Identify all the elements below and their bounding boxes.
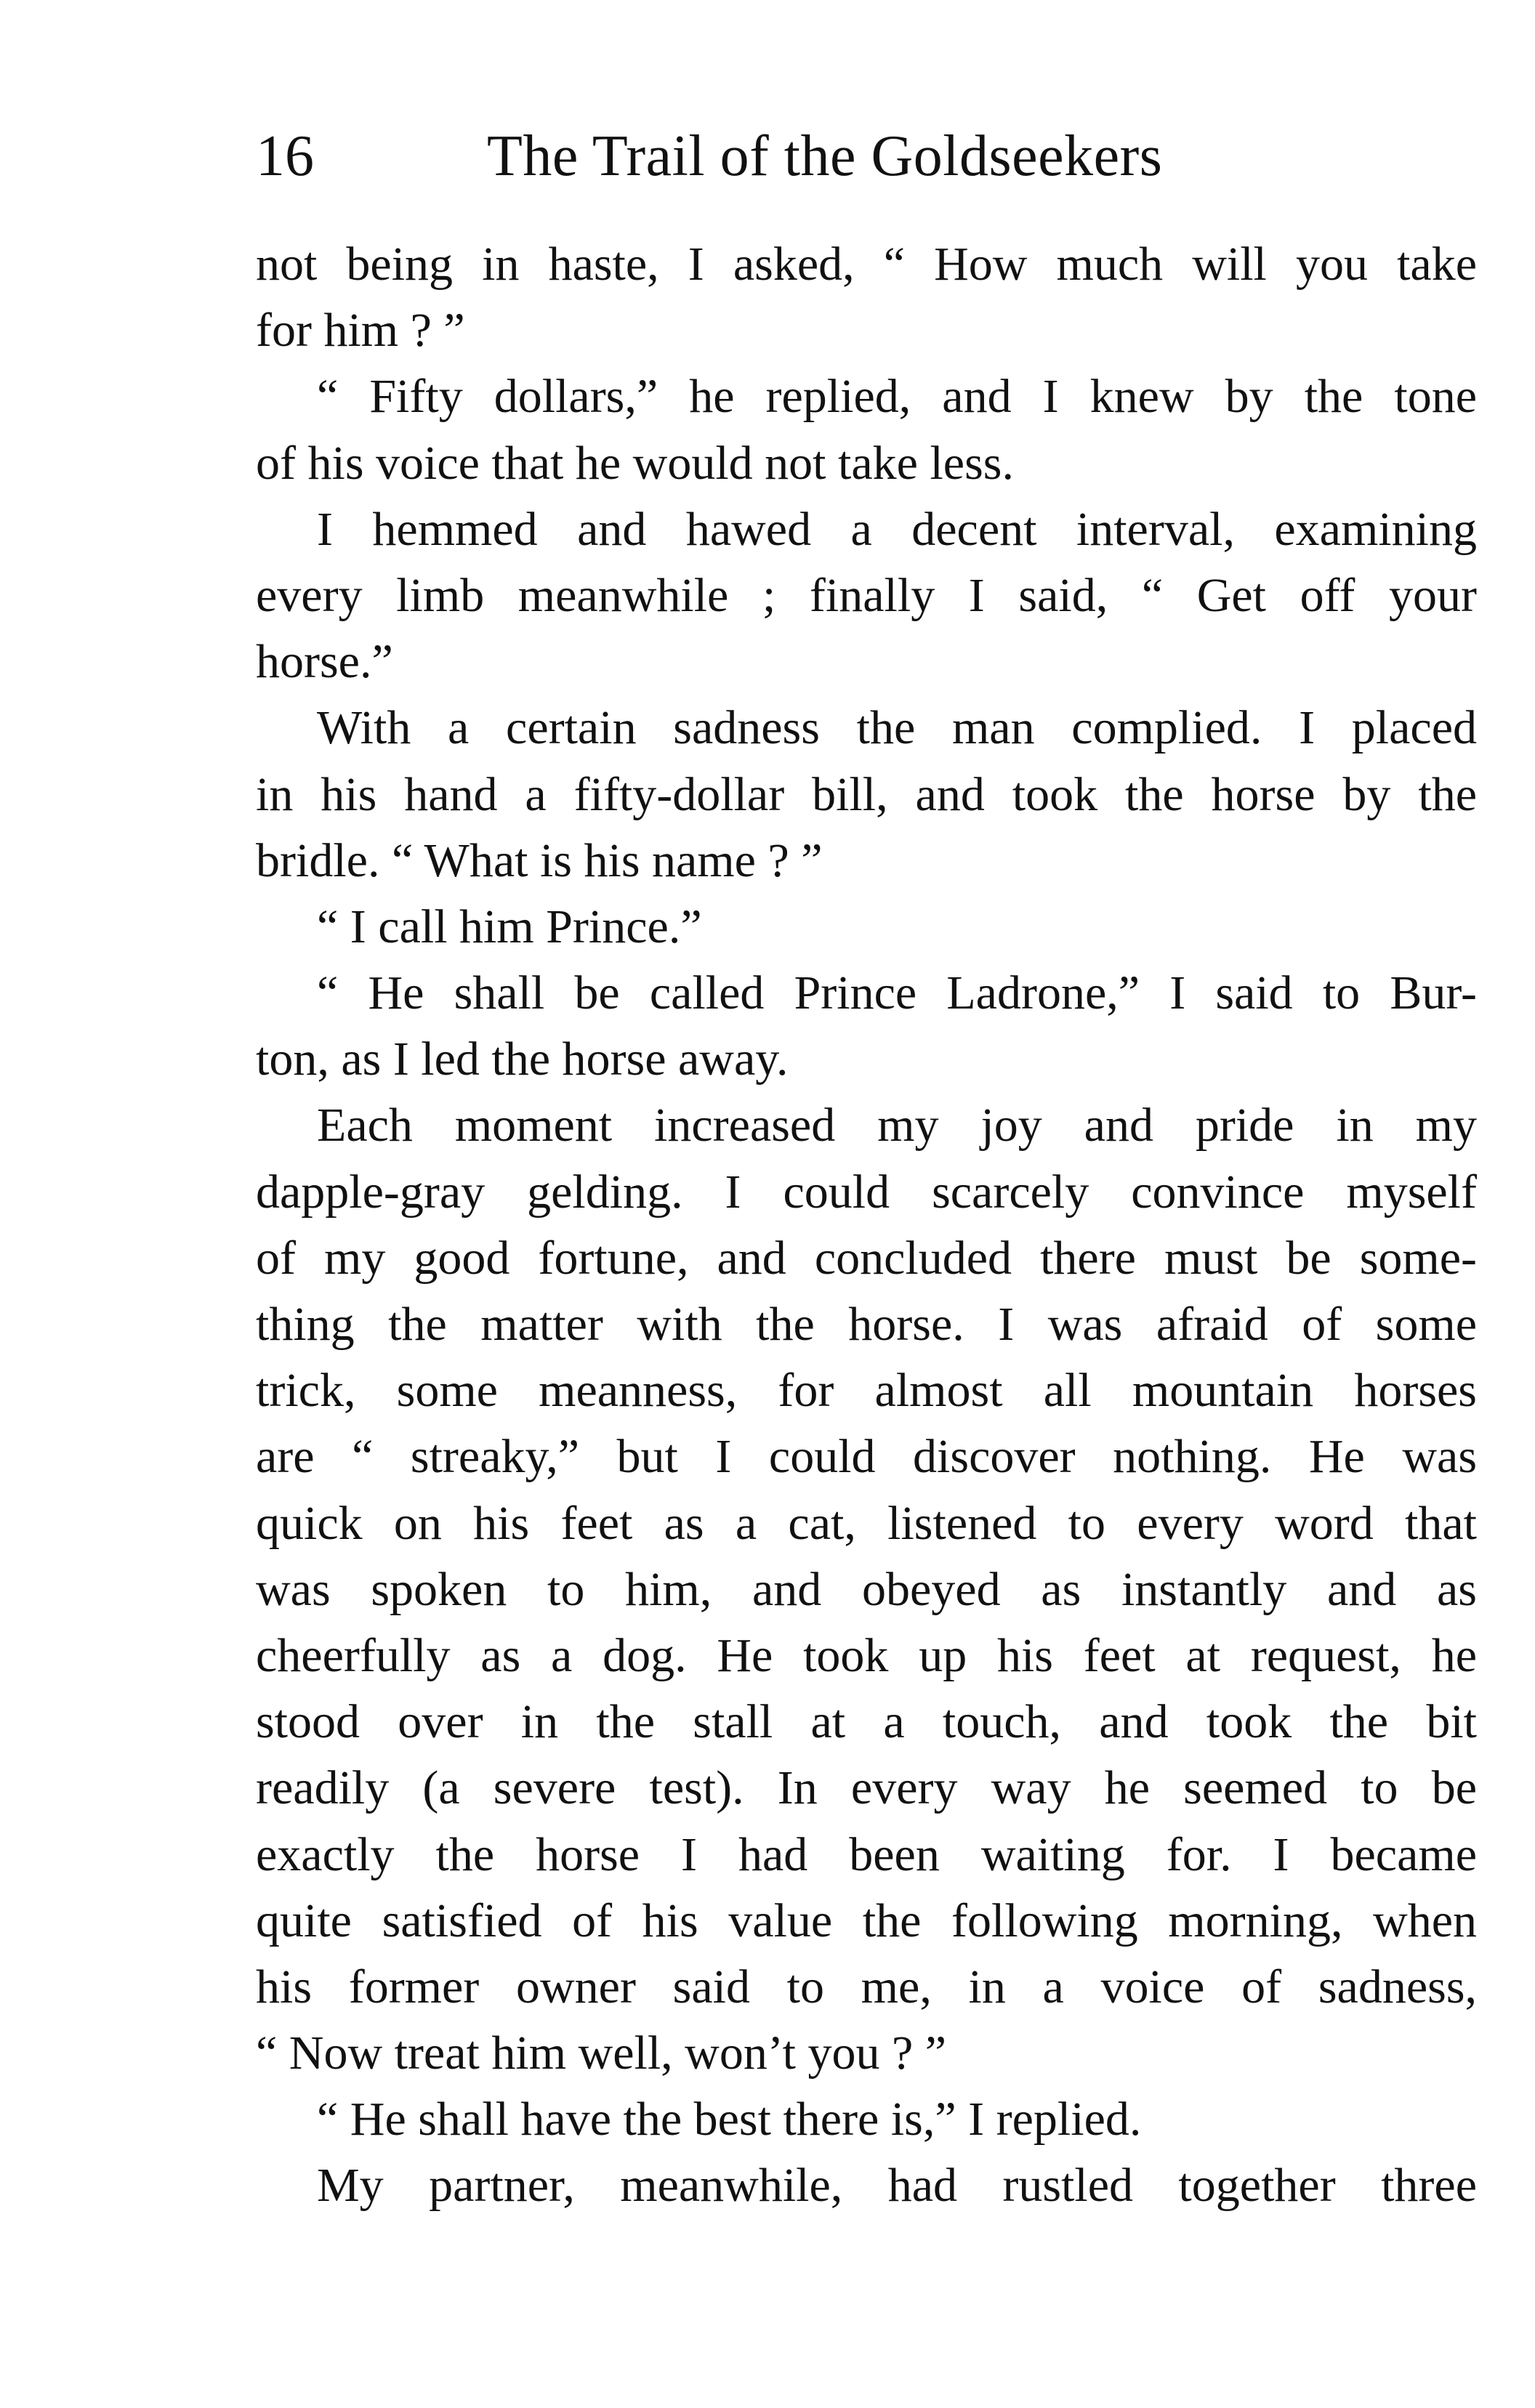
text-line: With a certain sadness the man complied. I placed	[317, 701, 1477, 755]
text-line: his former owner said to me, in a voice of sadness,	[256, 1960, 1477, 2013]
text-line: was spoken to him, and obeyed as instantly and as	[256, 1562, 1477, 1616]
text-line: quite satisfied of his value the following morning, when	[256, 1894, 1477, 1947]
page-number: 16	[256, 124, 314, 188]
text-line: of my good fortune, and concluded there must be some-	[256, 1231, 1477, 1285]
text-line: every limb meanwhile ; finally I said, “ Get off your	[256, 568, 1477, 622]
text-line: of his voice that he would not take less.	[256, 436, 1014, 490]
text-line: ton, as I led the horse away.	[256, 1033, 789, 1086]
text-line: Each moment increased my joy and pride in my	[317, 1099, 1477, 1152]
text-line: My partner, meanwhile, had rustled together three	[317, 2159, 1477, 2213]
text-line: in his hand a fifty-dollar bill, and took the horse by the	[256, 767, 1477, 821]
text-line: “ He shall have the best there is,” I replied.	[317, 2093, 1142, 2146]
text-line: dapple-gray gelding. I could scarcely convince myself	[256, 1165, 1477, 1219]
text-line: horse.”	[256, 635, 393, 689]
running-title: The Trail of the Goldseekers	[487, 124, 1163, 188]
text-line: “ Now treat him well, won’t you ? ”	[256, 2027, 947, 2080]
text-line: stood over in the stall at a touch, and took the bit	[256, 1695, 1477, 1749]
text-line: “ Fifty dollars,” he replied, and I knew by the tone	[317, 370, 1477, 424]
body-text	[256, 231, 1477, 2219]
text-line: for him ? ”	[256, 304, 465, 357]
text-line: “ I call him Prince.”	[317, 900, 702, 953]
text-line: quick on his feet as a cat, listened to every word that	[256, 1496, 1477, 1550]
text-line: not being in haste, I asked, “ How much will you take	[256, 238, 1477, 291]
text-line: thing the matter with the horse. I was afraid of some	[256, 1298, 1477, 1351]
text-line: “ He shall be called Prince Ladrone,” I said to Bur-	[317, 966, 1477, 1020]
text-line: I hemmed and hawed a decent interval, examining	[317, 502, 1477, 556]
running-head	[256, 116, 1491, 196]
text-line: bridle. “ What is his name ? ”	[256, 833, 823, 887]
text-line: exactly the horse I had been waiting for. I became	[256, 1827, 1477, 1881]
text-line: are “ streaky,” but I could discover nothing. He was	[256, 1430, 1477, 1484]
text-line: readily (a severe test). In every way he seemed to be	[256, 1761, 1477, 1815]
text-line: trick, some meanness, for almost all mountain horses	[256, 1364, 1477, 1418]
text-line: cheerfully as a dog. He took up his feet at request, he	[256, 1628, 1477, 1682]
